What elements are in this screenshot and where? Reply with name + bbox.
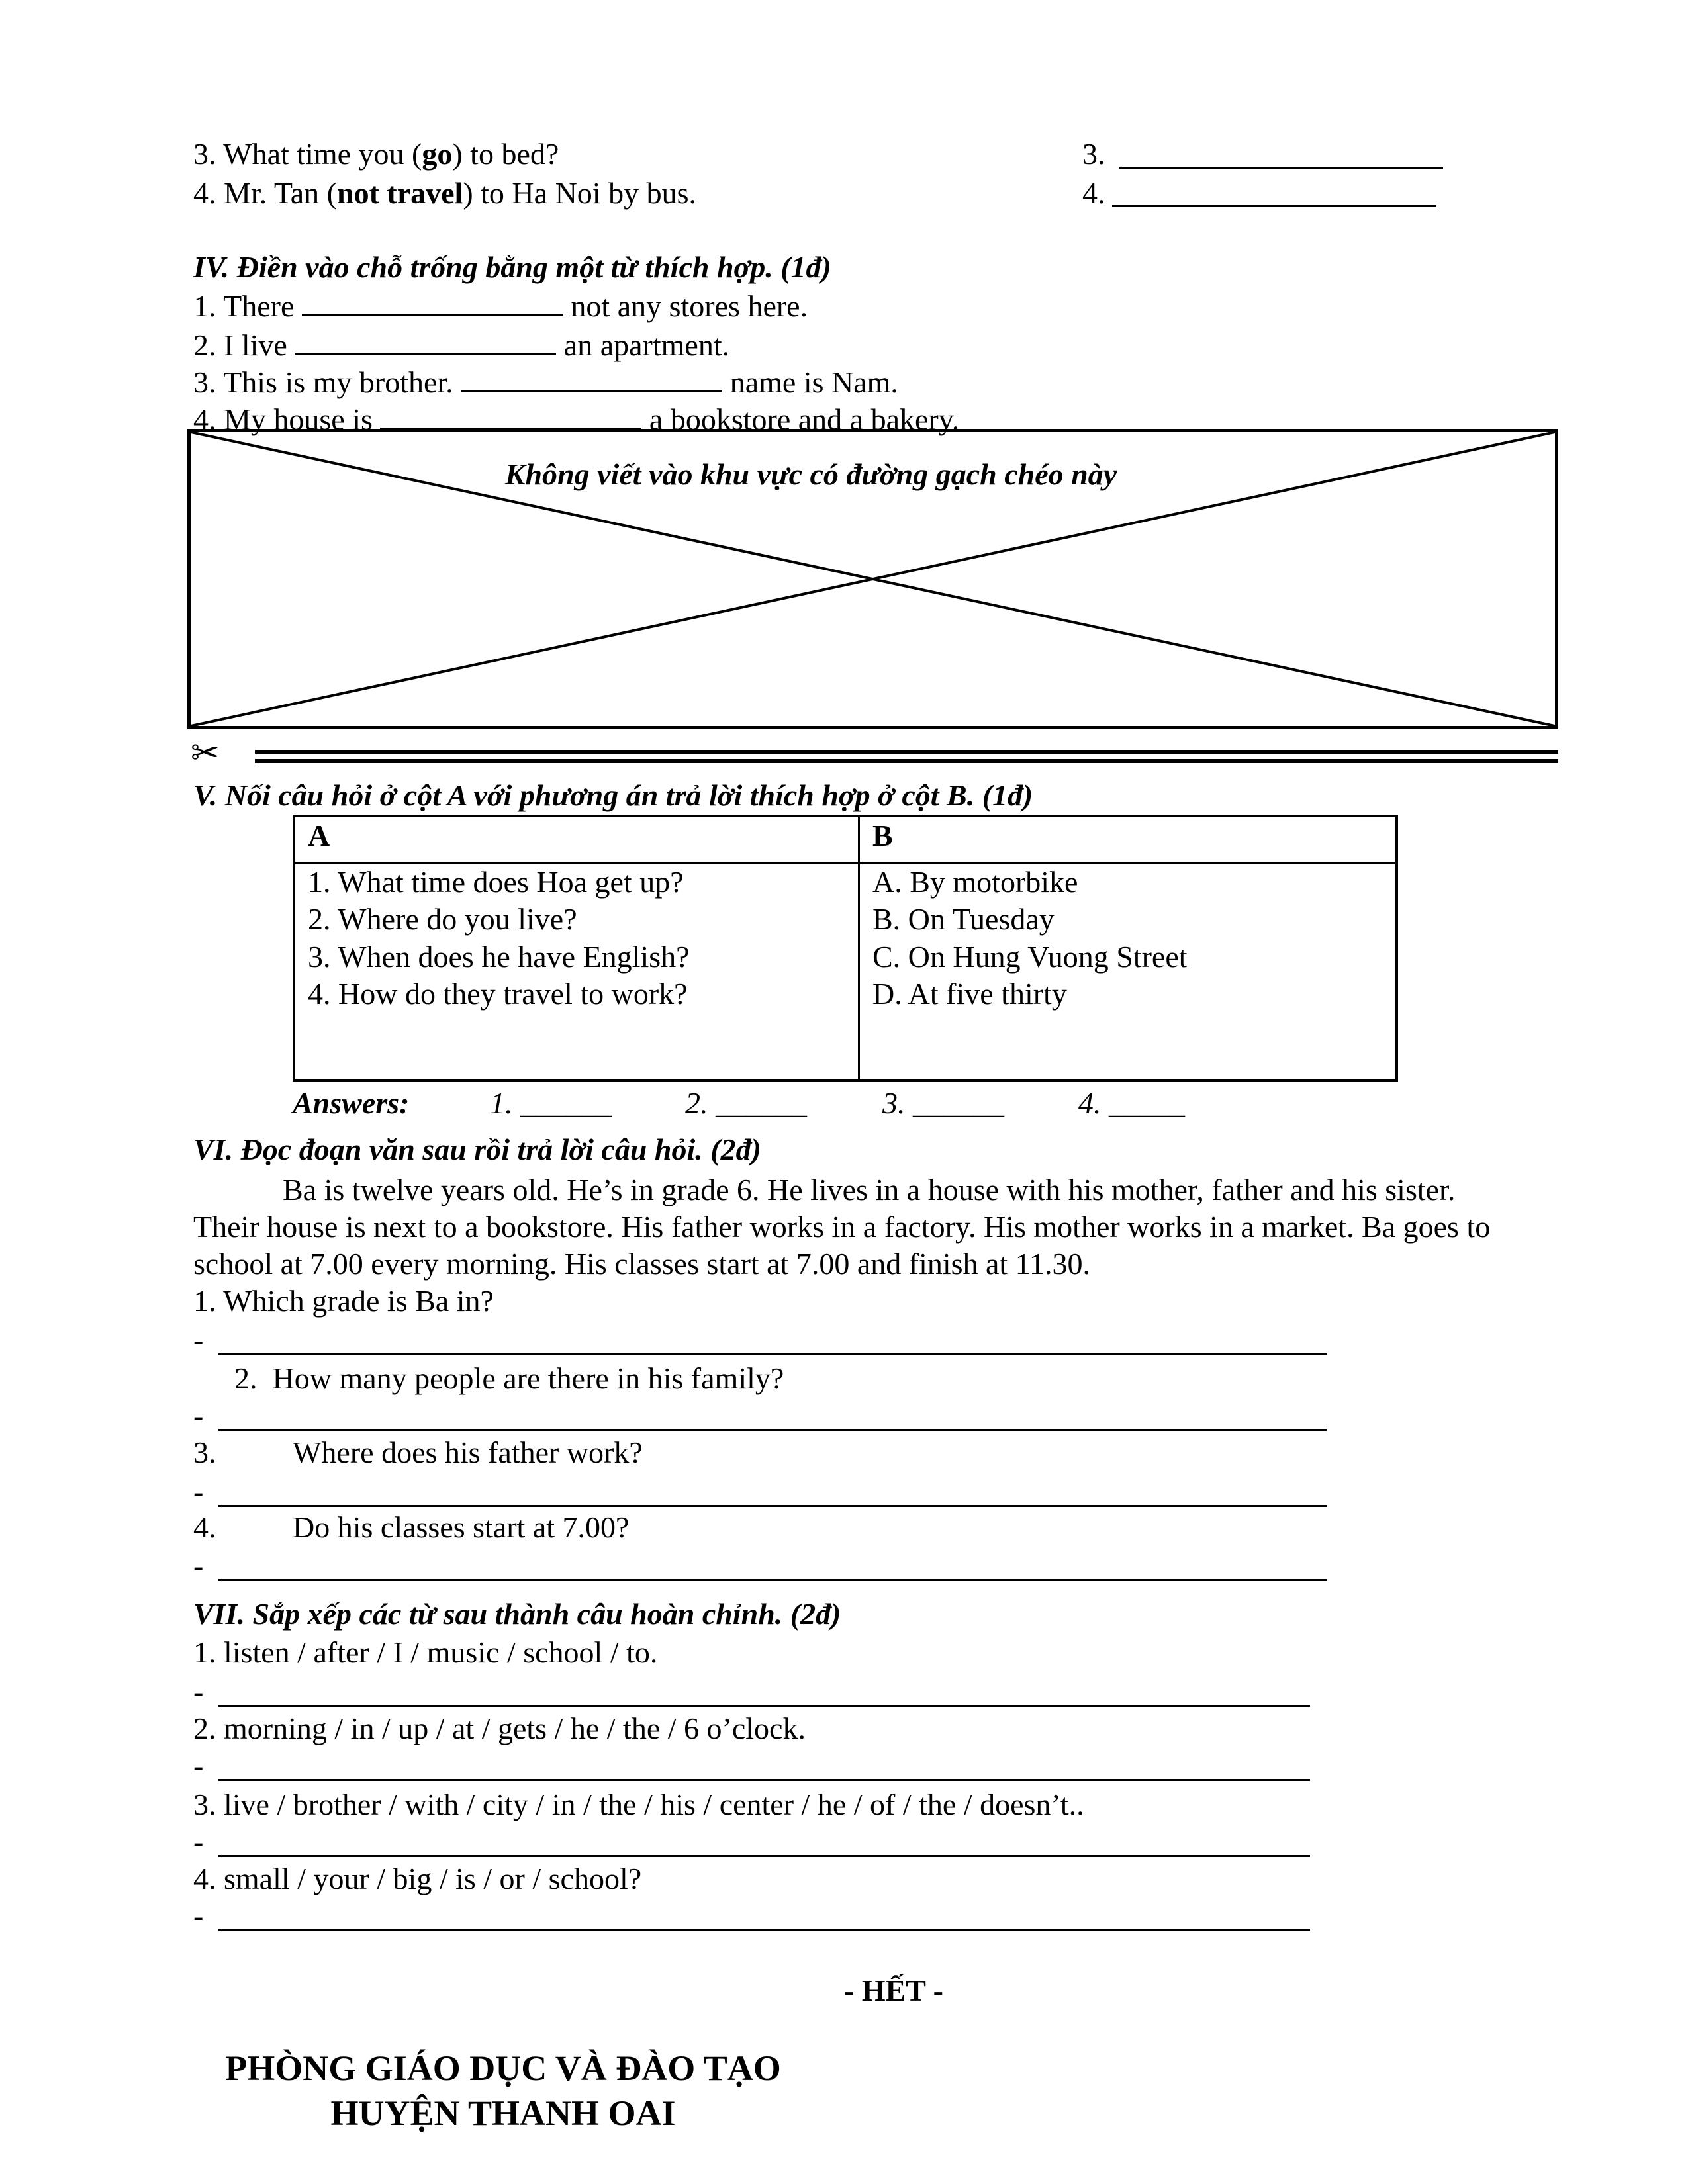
answer-4-label: 4. <box>1082 176 1105 210</box>
col-a-header: A <box>308 819 330 852</box>
answer-line[interactable] <box>218 1855 1310 1857</box>
answer-dash: - <box>193 1825 204 1858</box>
section7-heading: VII. Sắp xếp các từ sau thành câu hoàn chỉnh. (2đ) <box>193 1597 841 1631</box>
answer-dash: - <box>193 1899 204 1933</box>
answer-dash: - <box>193 1549 204 1582</box>
section6-heading: VI. Đọc đoạn văn sau rồi trả lời câu hỏi. (2đ) <box>193 1132 761 1166</box>
question: 3. Where does his father work? <box>193 1435 643 1469</box>
reorder-item: 1. listen / after / I / music / school / to. <box>193 1635 658 1669</box>
end-marker: - HẾT - <box>844 1974 943 2007</box>
b-item: A. By motorbike <box>872 865 1078 899</box>
fill-item: 2. I live an apartment. <box>193 328 730 362</box>
answer-line[interactable] <box>218 1429 1327 1431</box>
reorder-item: 4. small / your / big / is / or / school? <box>193 1862 642 1895</box>
answer-dash: - <box>193 1749 204 1782</box>
answer-slot[interactable]: 4. _____ <box>1078 1086 1185 1120</box>
section5-heading: V. Nối câu hỏi ở cột A với phương án trả lời thích hợp ở cột B. (1đ) <box>193 778 1033 812</box>
passage-line: Their house is next to a bookstore. His father works in a factory. His mother works in a market. Ba goes to <box>193 1210 1491 1244</box>
a-item: 1. What time does Hoa get up? <box>308 865 684 899</box>
answer-3-label: 3. <box>1082 137 1113 171</box>
answer-line[interactable] <box>218 1705 1310 1707</box>
answer-slot[interactable]: 3. ______ <box>882 1086 1004 1120</box>
answer-dash: - <box>193 1398 204 1432</box>
b-item: D. At five thirty <box>872 977 1067 1011</box>
a-item: 4. How do they travel to work? <box>308 977 688 1011</box>
answer-line[interactable] <box>218 1579 1327 1581</box>
a-item: 2. Where do you live? <box>308 902 577 936</box>
question: 2. How many people are there in his family? <box>234 1361 784 1395</box>
col-b-header: B <box>872 819 893 852</box>
footer-district: HUYỆN THANH OAI <box>330 2093 676 2133</box>
cut-line <box>255 759 1558 763</box>
answer-line[interactable] <box>218 1929 1310 1931</box>
fill-item: 4. My house is a bookstore and a bakery. <box>193 402 960 436</box>
q3-text: 3. What time you (go) to bed? <box>193 137 559 171</box>
answer-dash: - <box>193 1323 204 1357</box>
answer-line[interactable] <box>218 1505 1327 1507</box>
passage-line: Ba is twelve years old. He’s in grade 6. He lives in a house with his mother, father and his sister. <box>283 1173 1456 1206</box>
b-item: C. On Hung Vuong Street <box>872 940 1188 974</box>
question: 1. Which grade is Ba in? <box>193 1284 494 1318</box>
answer-4-blank[interactable] <box>1112 205 1436 207</box>
answer-3-blank[interactable] <box>1119 167 1443 169</box>
fill-item: 3. This is my brother. name is Nam. <box>193 365 898 399</box>
no-write-caption: Không viết vào khu vực có đường gạch chéo này <box>504 457 1117 491</box>
answer-line[interactable] <box>218 1779 1310 1781</box>
reorder-item: 3. live / brother / with / city / in / the / his / center / he / of / the / doesn’t.. <box>193 1788 1084 1821</box>
passage-line: school at 7.00 every morning. His classes start at 7.00 and finish at 11.30. <box>193 1247 1091 1281</box>
fill-item: 1. There not any stores here. <box>193 289 808 323</box>
b-item: B. On Tuesday <box>872 902 1055 936</box>
answer-slot[interactable]: 1. ______ <box>490 1086 612 1120</box>
answer-line[interactable] <box>218 1353 1327 1355</box>
answer-dash: - <box>193 1475 204 1508</box>
reorder-item: 2. morning / in / up / at / gets / he / the / 6 o’clock. <box>193 1711 806 1745</box>
a-item: 3. When does he have English? <box>308 940 690 974</box>
section4-heading: IV. Điền vào chỗ trống bằng một từ thích hợp. (1đ) <box>193 250 831 284</box>
scissors-icon: ✂ <box>191 735 220 772</box>
cut-line <box>255 750 1558 754</box>
answers-label: Answers: <box>293 1086 410 1120</box>
q4-text: 4. Mr. Tan (not travel) to Ha Noi by bus. <box>193 176 696 210</box>
answer-slot[interactable]: 2. ______ <box>685 1086 807 1120</box>
question: 4. Do his classes start at 7.00? <box>193 1510 630 1544</box>
answer-dash: - <box>193 1674 204 1708</box>
footer-department: PHÒNG GIÁO DỤC VÀ ĐÀO TẠO <box>225 2048 781 2088</box>
